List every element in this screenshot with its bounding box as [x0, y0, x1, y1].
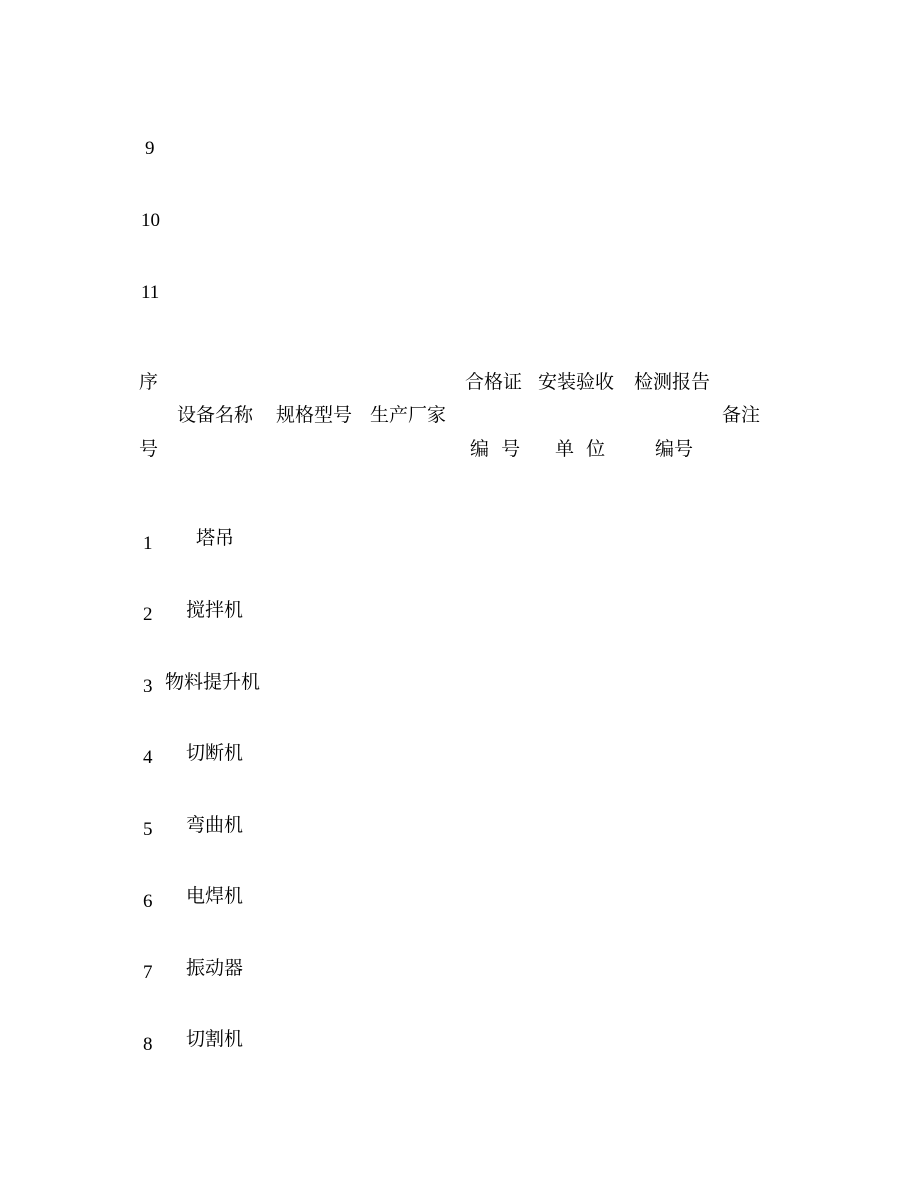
- header-seq-line2: 号: [139, 438, 159, 460]
- row-number: 2: [143, 604, 153, 625]
- row-number-9: 9: [145, 138, 155, 159]
- row-number: 8: [143, 1034, 153, 1055]
- row-number-11: 11: [141, 282, 160, 303]
- header-certificate: 合格证: [465, 371, 523, 393]
- row-number: 4: [143, 747, 153, 768]
- header-manufacturer: 生产厂家: [370, 404, 447, 426]
- row-number: 3: [143, 676, 153, 697]
- row-device-name: 物料提升机: [165, 671, 261, 693]
- row-number: 7: [143, 962, 153, 983]
- row-number: 5: [143, 819, 153, 840]
- header-report-sub: 编号: [655, 438, 694, 460]
- row-device-name: 切割机: [186, 1028, 244, 1050]
- header-report: 检测报告: [634, 371, 711, 393]
- header-certificate-sub: 编 号: [470, 438, 521, 460]
- row-device-name: 切断机: [186, 742, 244, 764]
- row-device-name: 搅拌机: [186, 599, 244, 621]
- row-device-name: 电焊机: [186, 885, 244, 907]
- row-number-10: 10: [141, 210, 160, 231]
- header-seq-line1: 序: [139, 371, 159, 393]
- row-number: 1: [143, 533, 153, 554]
- row-number: 6: [143, 891, 153, 912]
- header-remarks: 备注: [722, 404, 761, 426]
- row-device-name: 塔吊: [196, 527, 235, 549]
- header-acceptance-sub: 单 位: [555, 438, 606, 460]
- row-device-name: 振动器: [186, 957, 244, 979]
- row-device-name: 弯曲机: [186, 814, 244, 836]
- header-device-name: 设备名称: [177, 404, 254, 426]
- header-acceptance: 安装验收: [538, 371, 615, 393]
- header-model: 规格型号: [276, 404, 353, 426]
